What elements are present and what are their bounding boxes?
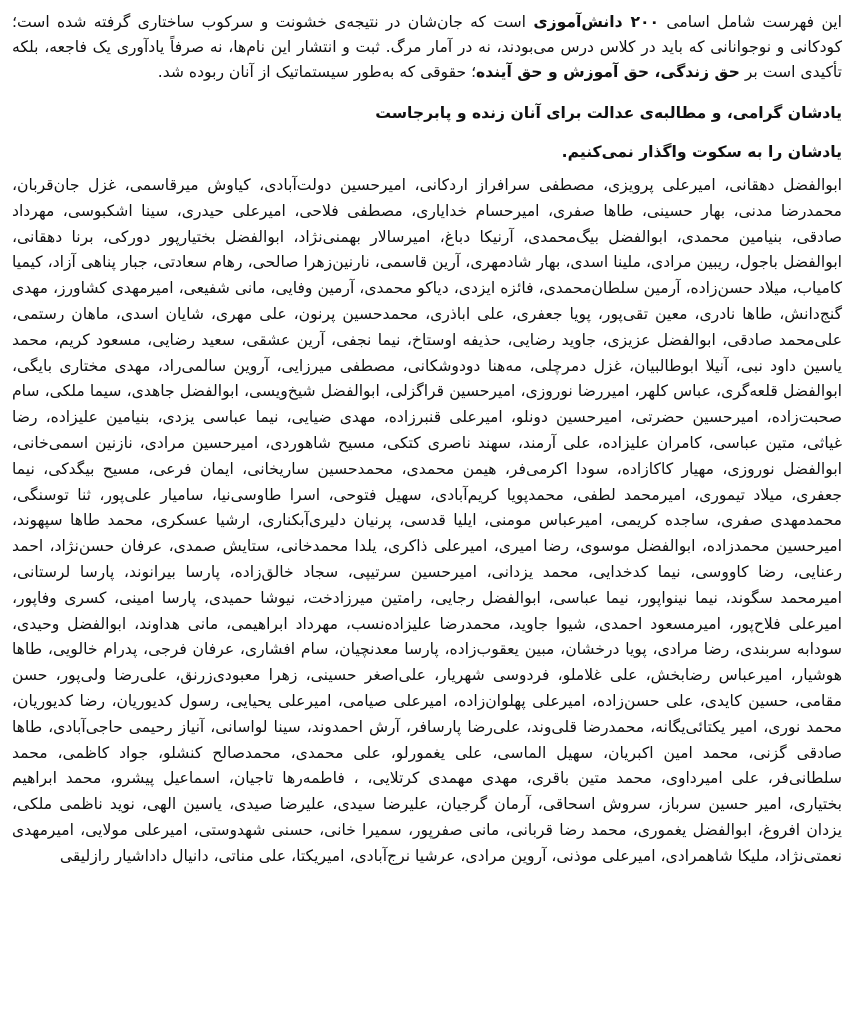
heading-no-silence: یادشان را به سکوت واگذار نمی‌کنیم. — [561, 143, 842, 161]
intro-text-3: ؛ حقوقی که به‌طور سیستماتیک از آنان ربوده شد. — [157, 63, 477, 81]
intro-bold-rights: حق زندگی، حق آموزش و حق آینده — [476, 63, 740, 81]
names-list: ابوالفضل دهقانی، امیرعلی پرویزی، مصطفی سرافراز اردکانی، امیرحسین دولت‌آبادی، کیاوش میرقاسمی، غزل جان‌قربان، محمدرضا مدنی، بهار حسینی، طاها صفری، امیرحسام خدایاری، مصطفی فلاحی، امیرعلی حیدری، سینا اشکبوسی، مهرداد صادقی، بنیامین محمدی، ابوالفضل بیگ‌محمدی، آرنیکا دباغ، امیرسالار بهمنی‌نژاد، ابوالفضل بختیارپور دورکی، برنا دهقانی، ابوالفضل باجول، ریبین مرادی، ملینا اسدی، بهار شادمهری، آرین قاسمی، نارنین‌زهرا صالحی، رهام سعادتی، جبار پناهی آزاد، کیمیا کامیاب، میلاد حسن‌زاده، آرمین سلطان‌محمدی، فائزه ایزدی، دیاکو محمدی، آرمین وفایی، مانی شفیعی، امیرمهدی کشاورز، مهدی گنج‌دانش، طاها نادری، معین تقی‌پور، پویا جعفری، علی اباذری، محمدحسین پرنون، علی مهری، شایان اسدی، ماهان رستمی، علی‌محمد صادقی، ابوالفضل عزیزی، جاوید رضایی، حذیفه اوستاخ، نیما نجفی، آرین عشقی، سعید رضایی، مسعود کریم، محمد یاسین داود نبی، آنیلا ابوطالبیان، غزل دمرچلی، مه‌هنا دودوشکانی، مصطفی میرزایی، آروین سالمی‌راد، مهدی مختاری بایگی، ابوالفضل قلعه‌گری، عباس کلهر، امیررضا نوروزی، امیرحسین قراگزلی، ابوالفضل شیخ‌ویسی، ابوالفضل جاهدی، سیما ملکی، سام صحبت‌زاده، امیرحسین حضرتی، امیرحسین دونلو، امیرعلی قنبرزاده، مهدی ضیایی، نیما عباسی یزدی، بنیامین علیزاده، رضا غیاثی، متین عباسی، کامران علیزاده، علی آرمند، سهند ناصری کتکی، مسیح شاهوردی، امیرحسین مرادی، نازنین اسمی‌خانی، ابوالفضل نوروزی، مهیار کاکازاده، سودا اکرمی‌فر، هیمن محمدی، محمدحسین ساریخانی، ایمان فرعی، مسیح بیگدکی، نیما جعفری، میلاد تیموری، امیرمحمد لطفی، محمدپویا کریم‌آبادی، سهیل فتوحی، اسرا طاوسی‌نیا، سامیار علی‌پور، ثنا توسنگی، محمدمهدی صفری، ساجده کریمی، امیرعباس مومنی، ایلیا قدسی، پرنیان دلیری‌آبکناری، ارشیا عسکری، محمد طاها سپهوند، امیرحسین محمدزاده، ابوالفضل موسوی، رضا امیری، امیرعلی ذاکری، یلدا محمدخانی، ستایش صمدی، عرفان حسن‌نژاد، احمد رعنایی، رضا کاووسی، نیما کدخدایی، محمد یزدانی، امیرحسین سرتیپی، سجاد خالق‌زاده، پارسا بیرانوند، پارسا لرستانی، امیرمحمد سگوند، نیما نینواپور، نیما عباسی، ابوالفضل رجایی، رامتین میرزادخت، نیوشا حمیدی، پارسا امینی، کسری وفاپور، امیرعلی فلاح‌پور، امیرمسعود احمدی، شیوا جاوید، محمدرضا علیزاده‌نسب، مهرداد ابراهیمی، مانی هداوند، ابوالفضل وحیدی، سودابه سربندی، رضا مرادی، پویا درخشان، مبین یعقوب‌زاده، پارسا معدنچیان، سام افشاری، عرفان فرجی، پدرام خالویی، طاها هوشیار، امیرعباس رضابخش، علی غلاملو، فردوسی شهریار، علی‌اصغر حسینی، زهرا معبودی‌زرنق، علی‌رضا ولی‌پور، حسن مقامی، حسین کایدی، علی حسن‌زاده، امیرعلی پهلوان‌زاده، امیرعلی صیامی، امیرعلی یحیایی، رسول کدیوریان، رضا کدیوریان، محمد نوری، امیر یکتائی‌یگانه، محمدرضا قلی‌وند، علی‌رضا پارسافر، آرش احمدوند، سینا لواسانی، آنیاز رحیمی حاجی‌آبادی، طاها صادقی گزنی، محمد امین اکبریان، سهیل الماسی، علی یغمورلو، علی محمدی، محمدصالح کنشلو، جواد کاظمی، محمد سلطانی‌فر، علی امیرداوی، محمد متین باقری، مهدی مهمدی کرتلایی، ، فاطمه‌رها تاجیان، اسماعیل پیشرو، محمد ابراهیم بختیاری، امیر حسین سرباز، سروش اسحاقی، آرمان گرجیان، علیرضا سیدی، علیرضا صیدی، یاسین الهی، نوید ناظمی ملکی، یزدان افروغ، ابوالفضل یغموری، محمد رضا قربانی، مانی صفرپور، سمیرا خانی، حسنی شهدوستی، امیرعلی مولایی، امیرمهدی نعمتی‌نژاد، ملیکا شاهمرادی، امیرعلی موذنی، آروین مرادی، عرشیا نرج‌آبادی، امیریکتا، علی مناتی، دانیال داداشیار رازلیقی — [12, 176, 842, 865]
heading-justice: یادشان گرامی، و مطالبه‌ی عدالت برای آنان زنده و پابرجاست — [375, 104, 842, 122]
intro-text-1: این فهرست شامل اسامی — [659, 13, 842, 31]
intro-paragraph — [12, 10, 842, 85]
intro-bold-student-count: ۲۰۰ دانش‌آموزی — [533, 13, 660, 31]
intro-text-2: است که جان‌شان در نتیجه‌ی خشونت و سرکوب ساختاری گرفته شده است؛ کودکانی و نوجوانانی که باید در کلاس درس می‌بودند، نه در آمار مرگ. ثبت و انتشار این نام‌ها، نه صرفاً یادآوری یک فاجعه، بلکه تأکیدی است بر — [12, 13, 842, 81]
